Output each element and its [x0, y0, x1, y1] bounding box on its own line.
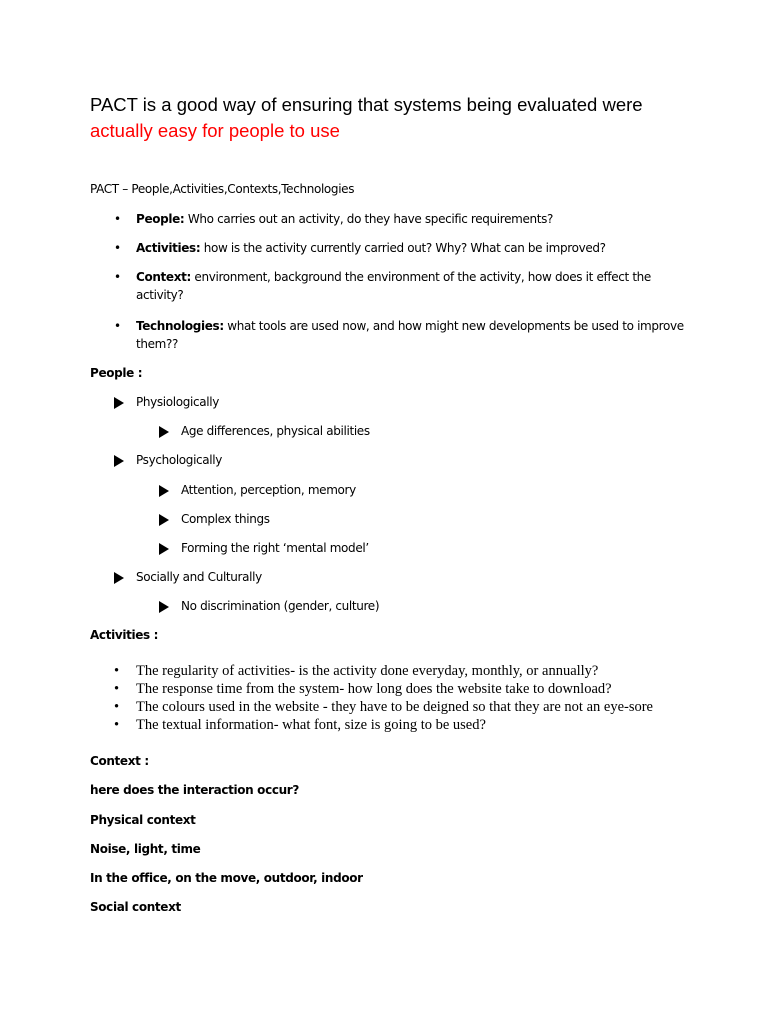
- activities-heading: Activities :: [90, 628, 159, 642]
- bullet-icon: •: [114, 663, 120, 679]
- triangle-right-icon: [114, 455, 124, 467]
- pact-item-text: environment, background the environment of the activity, how does it effect the activity?: [136, 270, 651, 302]
- title-line-1: PACT is a good way of ensuring that systems being evaluated were: [90, 94, 643, 115]
- list-item: • The regularity of activities- is the activity done everyday, monthly, or annually?: [114, 663, 599, 679]
- bullet-icon: •: [114, 270, 122, 284]
- triangle-right-icon: [159, 485, 169, 497]
- pact-item-text: how is the activity currently carried out? Why? What can be improved?: [200, 241, 606, 255]
- page-title: [90, 92, 730, 144]
- people-subitem: Forming the right ‘mental model’: [181, 541, 369, 555]
- bullet-icon: •: [114, 699, 120, 715]
- triangle-right-icon: [159, 514, 169, 526]
- bullet-icon: •: [114, 319, 122, 333]
- pact-heading: PACT – People,Activities,Contexts,Technologies: [90, 182, 355, 196]
- pact-item-context: [136, 268, 656, 304]
- triangle-right-icon: [114, 397, 124, 409]
- list-item: • The colours used in the website - they have to be deigned so that they are not an eye-sore: [114, 699, 653, 715]
- pact-item-label: People:: [136, 212, 185, 226]
- people-item: Physiologically: [136, 395, 219, 409]
- triangle-right-icon: [159, 601, 169, 613]
- bullet-icon: •: [114, 717, 120, 733]
- people-item: Socially and Culturally: [136, 570, 262, 584]
- pact-item-label: Activities:: [136, 241, 201, 255]
- triangle-right-icon: [159, 543, 169, 555]
- people-subitem: Complex things: [181, 512, 270, 526]
- triangle-right-icon: [159, 426, 169, 438]
- pact-item-text: what tools are used now, and how might new developments be used to improve them??: [136, 319, 684, 351]
- pact-item-label: Technologies:: [136, 319, 224, 333]
- pact-item-activities: [136, 239, 696, 257]
- list-item: • The textual information- what font, size is going to be used?: [114, 717, 486, 733]
- bullet-icon: •: [114, 212, 122, 226]
- people-subitem: Attention, perception, memory: [181, 483, 356, 497]
- pact-item-text: Who carries out an activity, do they have specific requirements?: [184, 212, 554, 226]
- list-item: • The response time from the system- how long does the website take to download?: [114, 681, 612, 697]
- context-heading: Context :: [90, 754, 149, 768]
- physical-context-line: In the office, on the move, outdoor, indoor: [90, 871, 363, 885]
- pact-item-label: Context:: [136, 270, 191, 284]
- people-subitem: No discrimination (gender, culture): [181, 599, 380, 613]
- bullet-icon: •: [114, 241, 122, 255]
- bullet-icon: •: [114, 681, 120, 697]
- social-context-heading: Social context: [90, 900, 181, 914]
- people-heading: People :: [90, 366, 143, 380]
- physical-context-heading: Physical context: [90, 813, 196, 827]
- physical-context-line: Noise, light, time: [90, 842, 201, 856]
- context-question: here does the interaction occur?: [90, 783, 299, 797]
- activities-list: [114, 662, 734, 734]
- title-line-2-highlight: actually easy for people to use: [90, 120, 340, 141]
- triangle-right-icon: [114, 572, 124, 584]
- people-subitem: Age differences, physical abilities: [181, 424, 370, 438]
- pact-item-technologies: [136, 317, 696, 353]
- people-item: Psychologically: [136, 453, 223, 467]
- pact-item-people: [136, 210, 696, 228]
